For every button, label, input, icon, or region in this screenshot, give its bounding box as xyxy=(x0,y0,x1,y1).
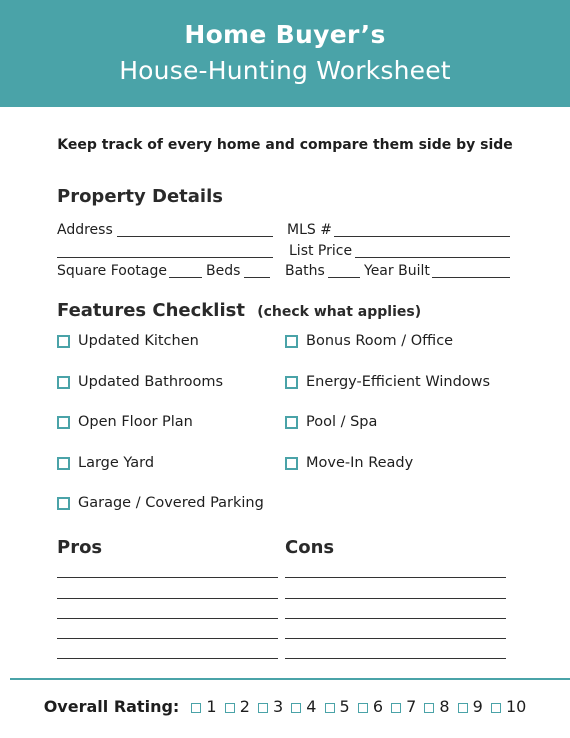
pros-line[interactable] xyxy=(57,638,278,639)
features-note: (check what applies) xyxy=(257,304,422,320)
checkbox[interactable] xyxy=(285,457,298,470)
header-title-line2: House-Hunting Worksheet xyxy=(119,56,451,85)
rating-option: 8 xyxy=(439,697,450,716)
pros-line[interactable] xyxy=(57,658,278,659)
rating-checkbox[interactable] xyxy=(325,703,335,713)
rating-option: 1 xyxy=(206,697,217,716)
rating-option: 4 xyxy=(306,697,317,716)
rating-label: Overall Rating: xyxy=(43,697,180,716)
feature-updated-bathrooms[interactable] xyxy=(57,374,223,390)
rating-checkbox[interactable] xyxy=(391,703,401,713)
feature-label: Energy-Efficient Windows xyxy=(306,374,491,390)
rating-option: 7 xyxy=(406,697,417,716)
mls-label: MLS # xyxy=(287,222,332,238)
rating-option: 6 xyxy=(372,697,383,716)
rating-option: 5 xyxy=(339,697,350,716)
address-label: Address xyxy=(57,222,113,238)
property-details-heading: Property Details xyxy=(57,186,223,207)
rating-checkbox[interactable] xyxy=(225,703,235,713)
cons-line[interactable] xyxy=(285,658,506,659)
feature-label: Move-In Ready xyxy=(306,455,414,471)
cons-line[interactable] xyxy=(285,577,506,578)
feature-energy-efficient-windows[interactable] xyxy=(285,374,490,390)
rating-option: 3 xyxy=(272,697,284,716)
rating-option: 9 xyxy=(472,697,483,716)
list-price-line[interactable] xyxy=(355,257,510,258)
checkbox[interactable] xyxy=(285,335,298,348)
baths-label: Baths xyxy=(285,263,325,279)
feature-label: Updated Bathrooms xyxy=(78,374,224,390)
rating-checkbox[interactable] xyxy=(491,703,501,713)
header-title-line1: Home Buyer’s xyxy=(184,20,386,49)
cons-heading: Cons xyxy=(285,537,335,558)
year-built-line[interactable] xyxy=(432,277,510,278)
rating-checkbox[interactable] xyxy=(291,703,301,713)
list-price-label: List Price xyxy=(289,243,353,259)
feature-garage-parking[interactable] xyxy=(57,495,264,511)
feature-move-in-ready[interactable] xyxy=(285,455,413,471)
pros-line[interactable] xyxy=(57,618,278,619)
cons-line[interactable] xyxy=(285,638,506,639)
cons-line[interactable] xyxy=(285,598,506,599)
rating-option: 10 xyxy=(505,697,527,716)
worksheet-subtitle: Keep track of every home and compare them side by side xyxy=(57,137,513,153)
feature-updated-kitchen[interactable] xyxy=(57,333,199,349)
overall-rating xyxy=(0,697,570,716)
checkbox[interactable] xyxy=(285,416,298,429)
beds-line[interactable] xyxy=(244,277,270,278)
cons-line[interactable] xyxy=(285,618,506,619)
checkbox[interactable] xyxy=(57,416,70,429)
mls-line[interactable] xyxy=(334,236,510,237)
feature-label: Updated Kitchen xyxy=(78,333,199,349)
pros-heading: Pros xyxy=(57,537,103,558)
pros-line[interactable] xyxy=(57,598,278,599)
rating-checkbox[interactable] xyxy=(358,703,368,713)
feature-large-yard[interactable] xyxy=(57,455,154,471)
address-line-2[interactable] xyxy=(57,257,273,258)
feature-open-floor-plan[interactable] xyxy=(57,414,193,430)
feature-label: Large Yard xyxy=(78,455,155,471)
feature-bonus-room-office[interactable] xyxy=(285,333,453,349)
address-line[interactable] xyxy=(117,236,273,237)
features-heading-text: Features Checklist xyxy=(57,300,245,321)
feature-label: Garage / Covered Parking xyxy=(78,495,264,511)
checkbox[interactable] xyxy=(57,497,70,510)
divider xyxy=(10,678,570,680)
checkbox[interactable] xyxy=(285,376,298,389)
feature-pool-spa[interactable] xyxy=(285,414,377,430)
square-footage-line[interactable] xyxy=(169,277,202,278)
rating-checkbox[interactable] xyxy=(458,703,468,713)
beds-label: Beds xyxy=(206,263,241,279)
baths-line[interactable] xyxy=(328,277,360,278)
year-built-label: Year Built xyxy=(364,263,430,279)
worksheet-header xyxy=(0,0,570,107)
checkbox[interactable] xyxy=(57,457,70,470)
pros-line[interactable] xyxy=(57,577,278,578)
rating-option: 2 xyxy=(239,697,250,716)
feature-label: Pool / Spa xyxy=(306,414,378,430)
feature-label: Bonus Room / Office xyxy=(306,333,454,349)
rating-checkbox[interactable] xyxy=(191,703,201,713)
square-footage-label: Square Footage xyxy=(57,263,167,279)
feature-label: Open Floor Plan xyxy=(78,414,193,430)
rating-checkbox[interactable] xyxy=(258,703,268,713)
checkbox[interactable] xyxy=(57,335,70,348)
features-heading xyxy=(57,300,421,321)
checkbox[interactable] xyxy=(57,376,70,389)
rating-checkbox[interactable] xyxy=(424,703,434,713)
